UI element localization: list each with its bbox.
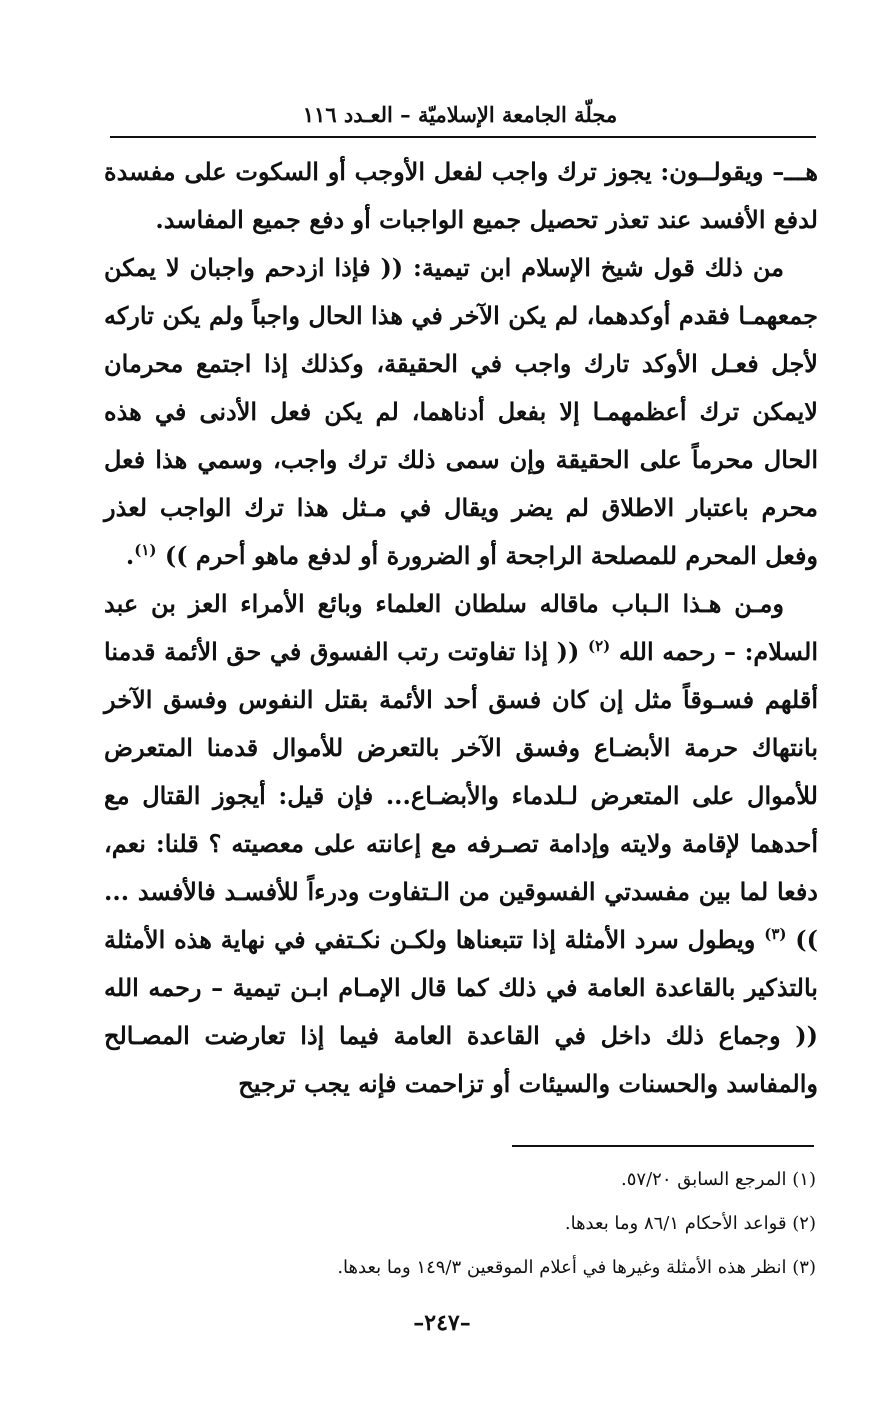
footnote-3: (٣) انظر هذه الأمثلة وغيرها في أعلام الموقعين ١٤٩/٣ وما بعدها.: [337, 1257, 816, 1278]
article-body: [104, 148, 818, 1108]
footnote-1: (١) المرجع السابق ٥٧/٢٠.: [621, 1169, 816, 1190]
footnote-ref-1: (١): [134, 541, 157, 559]
footnote-ref-3: (٣): [764, 925, 787, 943]
paragraph-2-text: من ذلك قول شيخ الإسلام ابن تيمية: (( فإذا ازدحم واجبان لا يمكن جمعهمـا فقدم أوكدهما، لم يكن الآخر في هذا الحال واجباً ولم يكن تاركه لأجل فعـل الأوكد تارك واجب في الحقيقة، وكذلك إذا اجتمع محرمان لايمكن ترك أعظمهمـا إلا بفعل أدناهما، لم يكن فعل الأدنى في هذه الحال محرماً على الحقيقة وإن سمى ذلك ترك واجب، وسمي هذا فعل محرم باعتبار الاطلاق لم يضر ويقال في مـثل هذا ترك الواجب لعذر وفعل المحرم للمصلحة الراجحة أو الضرورة أو لدفع ماهو أحرم )): [104, 253, 818, 570]
paragraph-3-part-b: (( إذا تفاوتت رتب الفسوق في حق الأئمة قدمنا أقلهم فسـوقاً مثل إن كان فسق أحد الأئمة بقتل النفوس وفسق الآخر بانتهاك حرمة الأبضـاع وفسق الآخر بالتعرض للأموال قدمنا المتعرض للأموال على المتعرض لـلدماء والأبضـاع... فإن قيل: أيجوز القتال مع أحدهما لإقامة ولايته وإدامة تصـرفه مع إعانته على معصيته ؟ قلنا: نعم، دفعا لما بين مفسدتي الفسوقين من الـتفاوت ودرءاً للأفسـد فالأفسد ... )): [104, 637, 819, 954]
paragraph-3: [104, 580, 818, 1108]
footnote-divider: [512, 1145, 814, 1147]
footnote-ref-2: (٢): [587, 637, 611, 655]
paragraph-3-part-c: ويطول سرد الأمثلة إذا تتبعناها ولكـن نكـتفي في نهاية هذه الأمثلة بالتذكير بالقاعدة العامة في ذلك كما قال الإمـام ابـن تيمية – رحمه الله (( وجماع ذلك داخل في القاعدة العامة فيما إذا تعارضت المصـالح والمفاسد والحسنات والسيئات أو تزاحمت فإنه يجب ترجيح: [104, 925, 818, 1098]
footnotes: [104, 1158, 816, 1290]
paragraph-2: [104, 244, 818, 580]
footnote-2: (٢) قواعد الأحكام ٨٦/١ وما بعدها.: [564, 1213, 816, 1234]
paragraph-1: هـــ– ويقولــون: يجوز ترك واجب لفعل الأوجب أو السكوت على مفسدة لدفع الأفسد عند تعذر تحصيل جميع الواجبات أو دفع جميع المفاسد.: [104, 157, 818, 234]
paragraph-3-part-a: ومـن هـذا الـباب ماقاله سلطان العلماء وبائع الأمراء العز بن عبد السلام: – رحمه الله: [104, 589, 818, 666]
paragraph-2-end: .: [125, 541, 135, 570]
header-divider: [110, 136, 816, 138]
page-number: –٢٤٧–: [413, 1310, 471, 1336]
journal-header: مجلّة الجامعة الإسلاميّة – العـدد ١١٦: [302, 102, 618, 127]
